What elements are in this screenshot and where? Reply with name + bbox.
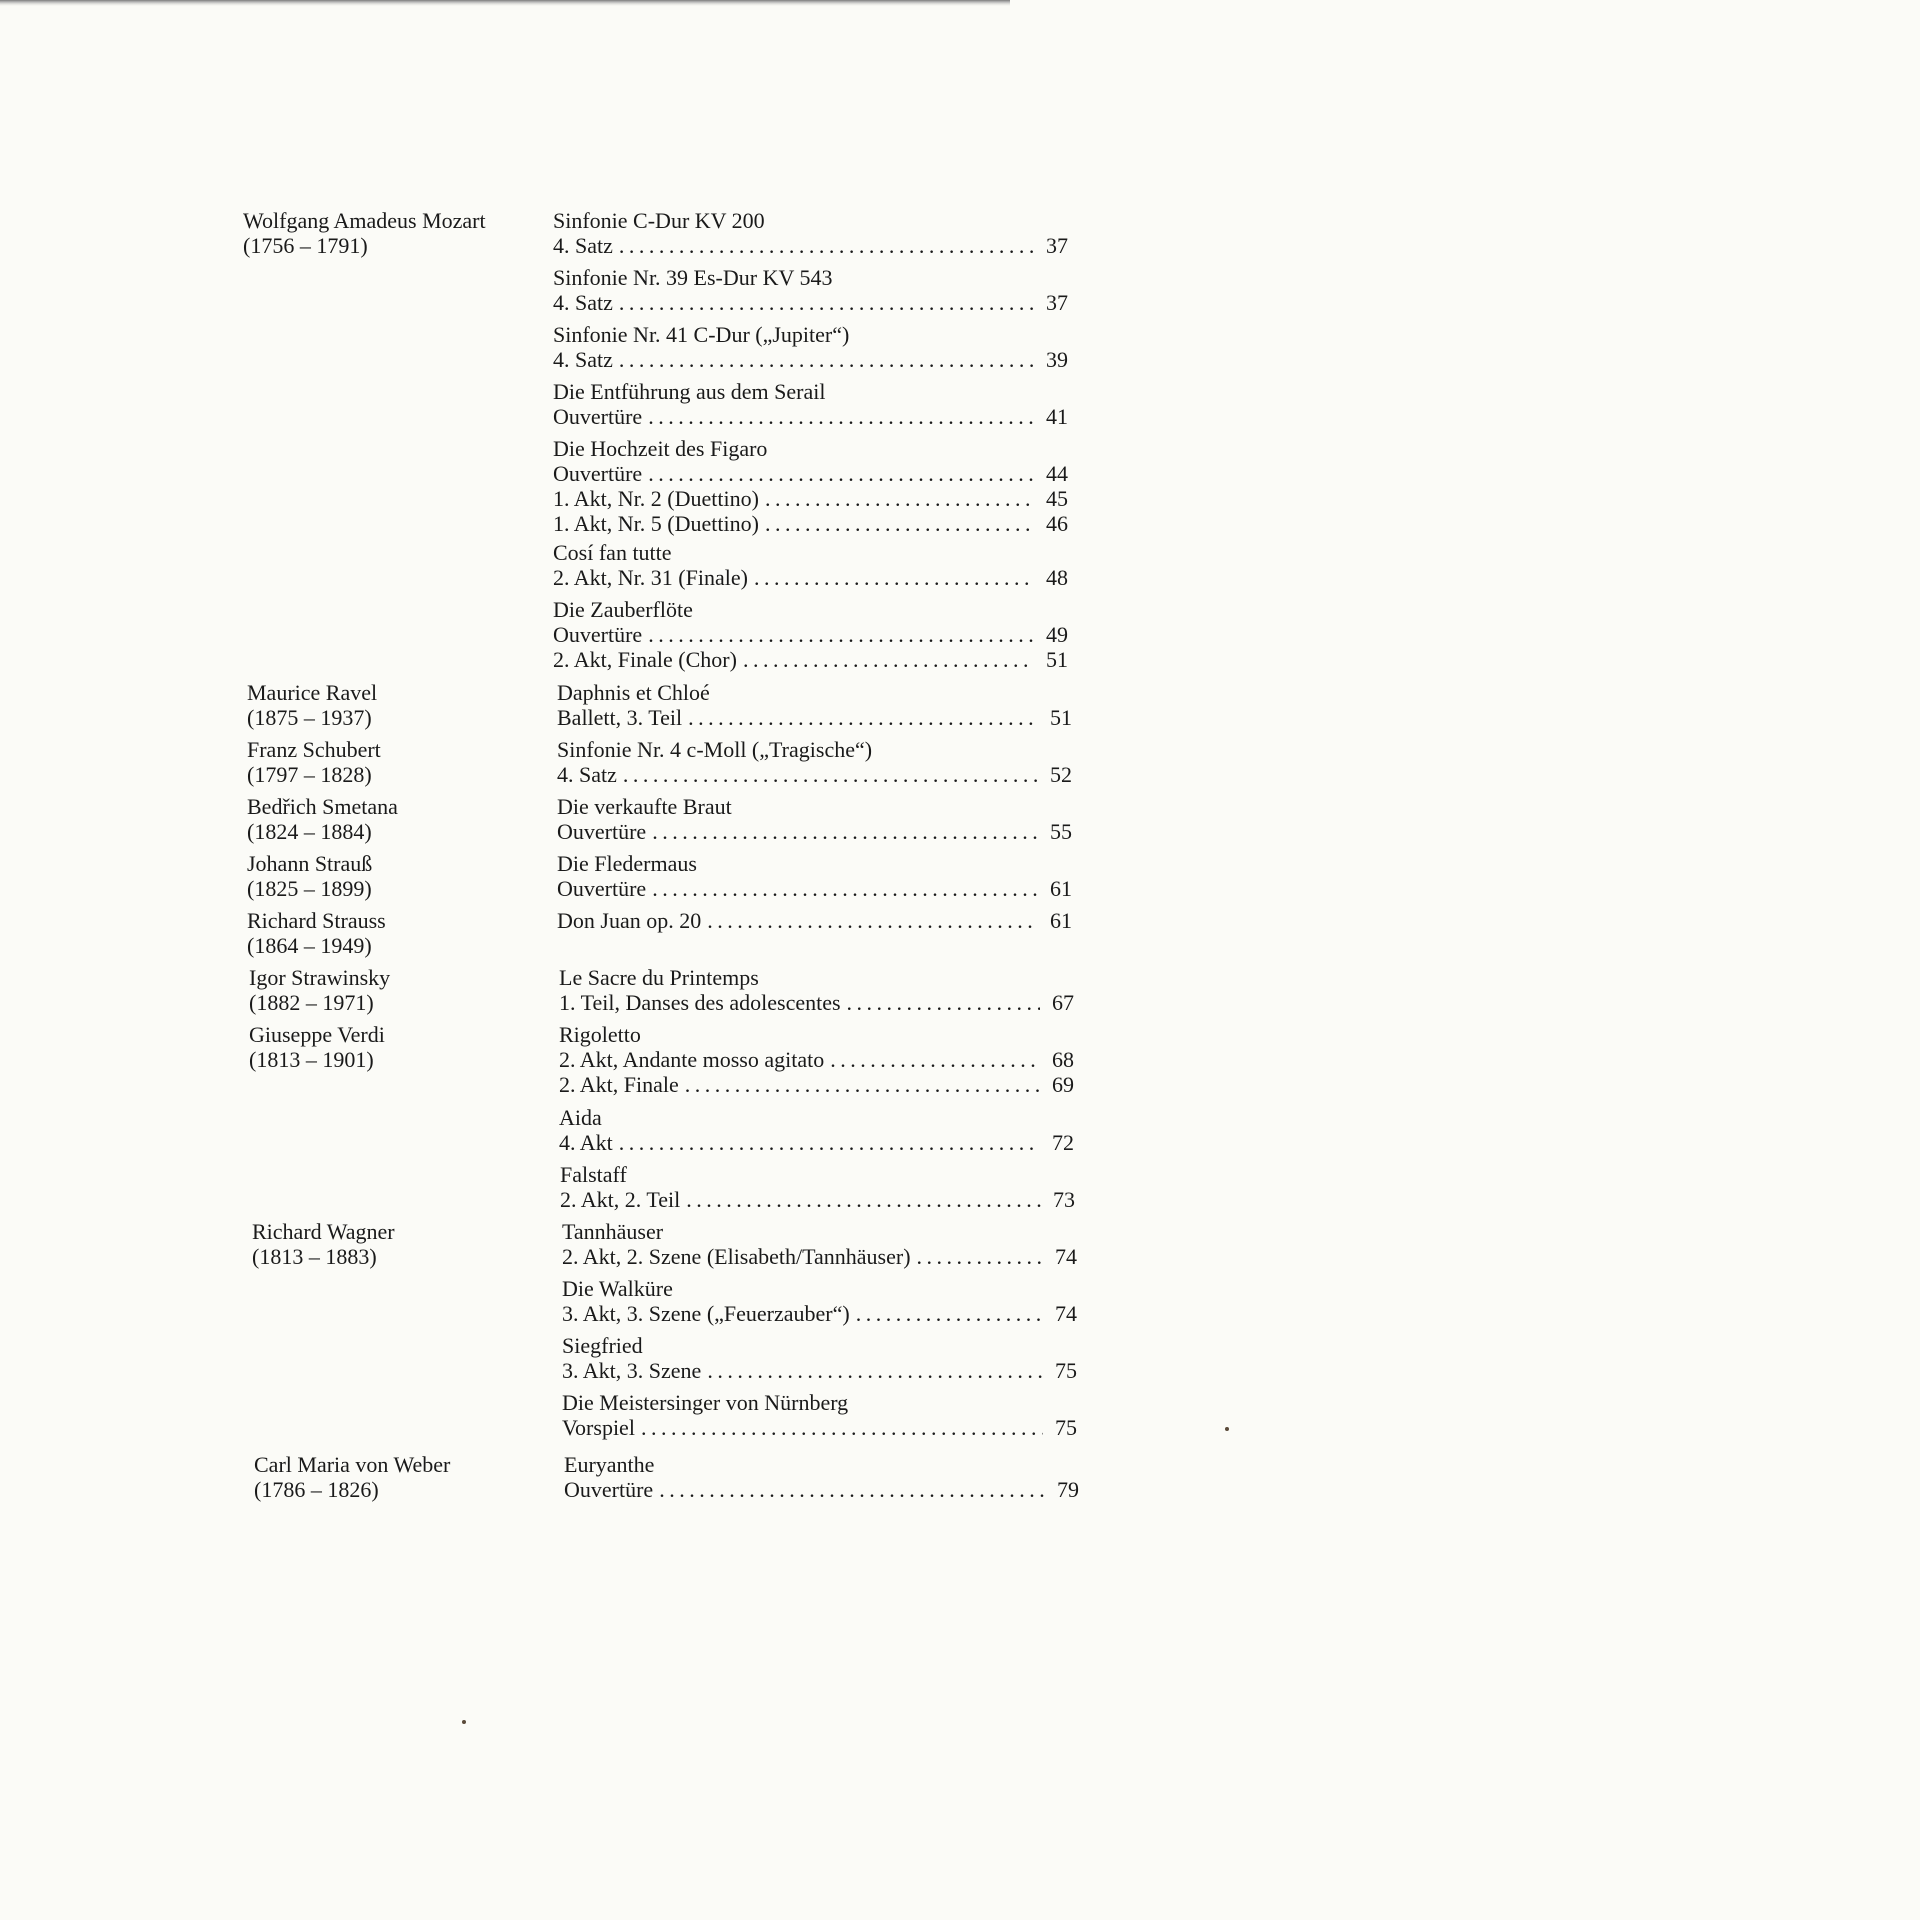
work-title: Sinfonie Nr. 41 C-Dur („Jupiter“) <box>553 322 850 347</box>
dot-leader <box>685 1072 1040 1097</box>
dot-leader <box>688 705 1038 730</box>
page-number: 74 <box>1055 1301 1077 1326</box>
dot-leader <box>641 1415 1043 1440</box>
entry-label: 1. Teil, Danses des adolescentes <box>559 990 841 1015</box>
composer <box>247 851 547 901</box>
entry-label: Vorspiel <box>562 1415 635 1440</box>
entry-label: 4. Satz <box>553 290 613 315</box>
entry-label: 2. Akt, Andante mosso agitato <box>559 1047 825 1072</box>
dot-leader <box>648 404 1034 429</box>
page-number: 51 <box>1050 705 1072 730</box>
entry-label: 1. Akt, Nr. 2 (Duettino) <box>553 486 759 511</box>
dot-leader <box>830 1047 1040 1072</box>
entry-label: 3. Akt, 3. Szene <box>562 1358 702 1383</box>
composer-dates: (1864 – 1949) <box>247 933 372 958</box>
dot-leader <box>619 233 1034 258</box>
entry-label: 4. Satz <box>557 762 617 787</box>
dot-leader <box>619 290 1034 315</box>
dot-leader <box>648 461 1034 486</box>
toc-entry[interactable] <box>562 1358 1077 1383</box>
entry-label: 4. Satz <box>553 347 613 372</box>
works-block <box>560 1162 1075 1212</box>
dot-leader <box>707 908 1038 933</box>
toc-entry[interactable] <box>559 1047 1074 1072</box>
composer-name: Carl Maria von Weber <box>254 1452 451 1477</box>
composer-name: Richard Wagner <box>252 1219 395 1244</box>
entry-label: 3. Akt, 3. Szene („Feuerzauber“) <box>562 1301 850 1326</box>
entry-label: Ouvertüre <box>564 1477 654 1502</box>
page-number: 72 <box>1052 1130 1074 1155</box>
composer-name: Richard Strauss <box>247 908 386 933</box>
composer <box>254 1452 554 1502</box>
page-number: 73 <box>1053 1187 1075 1212</box>
entry-label: 2. Akt, 2. Szene (Elisabeth/Tannhäuser) <box>562 1244 911 1269</box>
toc-entry[interactable] <box>564 1477 1079 1502</box>
composer-dates: (1813 – 1883) <box>252 1244 377 1269</box>
entry-label: Ballett, 3. Teil <box>557 705 683 730</box>
page-number: 75 <box>1055 1358 1077 1383</box>
works-block <box>557 737 1072 787</box>
page-number: 45 <box>1046 486 1068 511</box>
works-block <box>553 436 1068 536</box>
page-number: 79 <box>1057 1477 1079 1502</box>
composer-dates: (1875 – 1937) <box>247 705 372 730</box>
page-number: 68 <box>1052 1047 1074 1072</box>
entry-label: 2. Akt, 2. Teil <box>560 1187 681 1212</box>
work-title: Die Entführung aus dem Serail <box>553 379 826 404</box>
works-block <box>557 680 1072 730</box>
dot-leader <box>707 1358 1043 1383</box>
dot-leader <box>619 1130 1040 1155</box>
dot-leader <box>765 511 1034 536</box>
composer-name: Johann Strauß <box>247 851 373 876</box>
composer-name: Franz Schubert <box>247 737 381 762</box>
dot-leader <box>765 486 1034 511</box>
toc-entry[interactable] <box>557 908 1072 933</box>
composer <box>252 1219 552 1269</box>
page-number: 75 <box>1055 1415 1077 1440</box>
works-block <box>553 265 1068 315</box>
works-block <box>562 1276 1077 1326</box>
composer-name: Igor Strawinsky <box>249 965 391 990</box>
works-block <box>557 794 1072 844</box>
work-title: Daphnis et Chloé <box>557 680 710 705</box>
page-number: 48 <box>1046 565 1068 590</box>
work-title: Falstaff <box>560 1162 627 1187</box>
works-block <box>553 597 1068 672</box>
composer <box>247 737 547 787</box>
work-title: Le Sacre du Printemps <box>559 965 759 990</box>
page-number: 41 <box>1046 404 1068 429</box>
composer-dates: (1797 – 1828) <box>247 762 372 787</box>
works-block <box>553 379 1068 429</box>
composer <box>249 1022 549 1072</box>
work-title: Die Hochzeit des Figaro <box>553 436 768 461</box>
composer <box>249 965 549 1015</box>
toc-entry[interactable] <box>562 1244 1077 1269</box>
works-block <box>557 851 1072 901</box>
toc-entry[interactable] <box>553 622 1068 647</box>
entry-label: 2. Akt, Nr. 31 (Finale) <box>553 565 748 590</box>
composer-dates: (1756 – 1791) <box>243 233 368 258</box>
composer-dates: (1813 – 1901) <box>249 1047 374 1072</box>
composer-dates: (1825 – 1899) <box>247 876 372 901</box>
composer <box>243 208 543 258</box>
dot-leader <box>659 1477 1045 1502</box>
toc-entry[interactable] <box>553 647 1068 672</box>
dot-leader <box>847 990 1040 1015</box>
composer-name: Bedřich Smetana <box>247 794 398 819</box>
page-number: 67 <box>1052 990 1074 1015</box>
toc-entry[interactable] <box>553 511 1068 536</box>
works-block <box>559 965 1074 1015</box>
works-block <box>562 1333 1077 1383</box>
work-title: Euryanthe <box>564 1452 655 1477</box>
composer-name: Giuseppe Verdi <box>249 1022 385 1047</box>
page-number: 69 <box>1052 1072 1074 1097</box>
page-number: 61 <box>1050 908 1072 933</box>
work-title: Die Zauberflöte <box>553 597 693 622</box>
dot-leader <box>686 1187 1041 1212</box>
composer-dates: (1824 – 1884) <box>247 819 372 844</box>
toc-entry[interactable] <box>557 876 1072 901</box>
work-title: Cosí fan tutte <box>553 540 672 565</box>
page-number: 52 <box>1050 762 1072 787</box>
dot-leader <box>856 1301 1043 1326</box>
composer <box>247 794 547 844</box>
work-title: Siegfried <box>562 1333 643 1358</box>
works-block <box>562 1390 1077 1440</box>
work-title: Rigoletto <box>559 1022 641 1047</box>
dot-leader <box>917 1244 1043 1269</box>
toc-entry[interactable] <box>562 1415 1077 1440</box>
dot-leader <box>652 819 1038 844</box>
page-number: 61 <box>1050 876 1072 901</box>
page-number: 51 <box>1046 647 1068 672</box>
works-block <box>553 540 1068 590</box>
work-title: Sinfonie C-Dur KV 200 <box>553 208 765 233</box>
toc-entry[interactable] <box>553 404 1068 429</box>
toc-entry[interactable] <box>553 290 1068 315</box>
works-block <box>564 1452 1079 1502</box>
dot-leader <box>623 762 1038 787</box>
page-number: 39 <box>1046 347 1068 372</box>
composer-dates: (1786 – 1826) <box>254 1477 379 1502</box>
works-block <box>553 208 1068 258</box>
page-number: 37 <box>1046 290 1068 315</box>
paper-speck <box>462 1720 466 1724</box>
entry-label: Don Juan op. 20 <box>557 908 702 933</box>
entry-label: Ouvertüre <box>553 622 643 647</box>
page-number: 49 <box>1046 622 1068 647</box>
entry-label: 4. Akt <box>559 1130 613 1155</box>
toc-entry[interactable] <box>559 1072 1074 1097</box>
work-title: Tannhäuser <box>562 1219 664 1244</box>
works-block <box>562 1219 1077 1269</box>
page-number: 55 <box>1050 819 1072 844</box>
composer-name: Maurice Ravel <box>247 680 378 705</box>
toc-entry[interactable] <box>557 762 1072 787</box>
page-number: 74 <box>1055 1244 1077 1269</box>
dot-leader <box>652 876 1038 901</box>
composer-dates: (1882 – 1971) <box>249 990 374 1015</box>
works-block <box>559 1022 1074 1097</box>
page-number: 37 <box>1046 233 1068 258</box>
work-title: Sinfonie Nr. 4 c-Moll („Tragische“) <box>557 737 873 762</box>
dot-leader <box>619 347 1034 372</box>
composer-name: Wolfgang Amadeus Mozart <box>243 208 486 233</box>
entry-label: Ouvertüre <box>557 876 647 901</box>
toc-entry[interactable] <box>553 461 1068 486</box>
works-block <box>557 908 1072 933</box>
toc-entry[interactable] <box>559 990 1074 1015</box>
entry-label: Ouvertüre <box>553 404 643 429</box>
toc-entry[interactable] <box>553 565 1068 590</box>
toc-entry[interactable] <box>557 819 1072 844</box>
composer <box>247 908 547 958</box>
toc-entry[interactable] <box>553 347 1068 372</box>
work-title: Die verkaufte Braut <box>557 794 732 819</box>
toc-entry[interactable] <box>557 705 1072 730</box>
toc-entry[interactable] <box>562 1301 1077 1326</box>
toc-entry[interactable] <box>559 1130 1074 1155</box>
entry-label: Ouvertüre <box>557 819 647 844</box>
page-number: 46 <box>1046 511 1068 536</box>
dot-leader <box>648 622 1034 647</box>
work-title: Die Walküre <box>562 1276 673 1301</box>
page-number: 44 <box>1046 461 1068 486</box>
work-title: Die Meistersinger von Nürnberg <box>562 1390 849 1415</box>
toc-entry[interactable] <box>553 486 1068 511</box>
work-title: Aida <box>559 1105 602 1130</box>
entry-label: Ouvertüre <box>553 461 643 486</box>
entry-label: 4. Satz <box>553 233 613 258</box>
dot-leader <box>754 565 1034 590</box>
work-title: Die Fledermaus <box>557 851 697 876</box>
entry-label: 2. Akt, Finale <box>559 1072 679 1097</box>
entry-label: 1. Akt, Nr. 5 (Duettino) <box>553 511 759 536</box>
entry-label: 2. Akt, Finale (Chor) <box>553 647 737 672</box>
works-block <box>559 1105 1074 1155</box>
toc-entry[interactable] <box>553 233 1068 258</box>
works-block <box>553 322 1068 372</box>
toc-entry[interactable] <box>560 1187 1075 1212</box>
work-title: Sinfonie Nr. 39 Es-Dur KV 543 <box>553 265 833 290</box>
composer <box>247 680 547 730</box>
dot-leader <box>743 647 1034 672</box>
paper-speck <box>1225 1427 1229 1431</box>
